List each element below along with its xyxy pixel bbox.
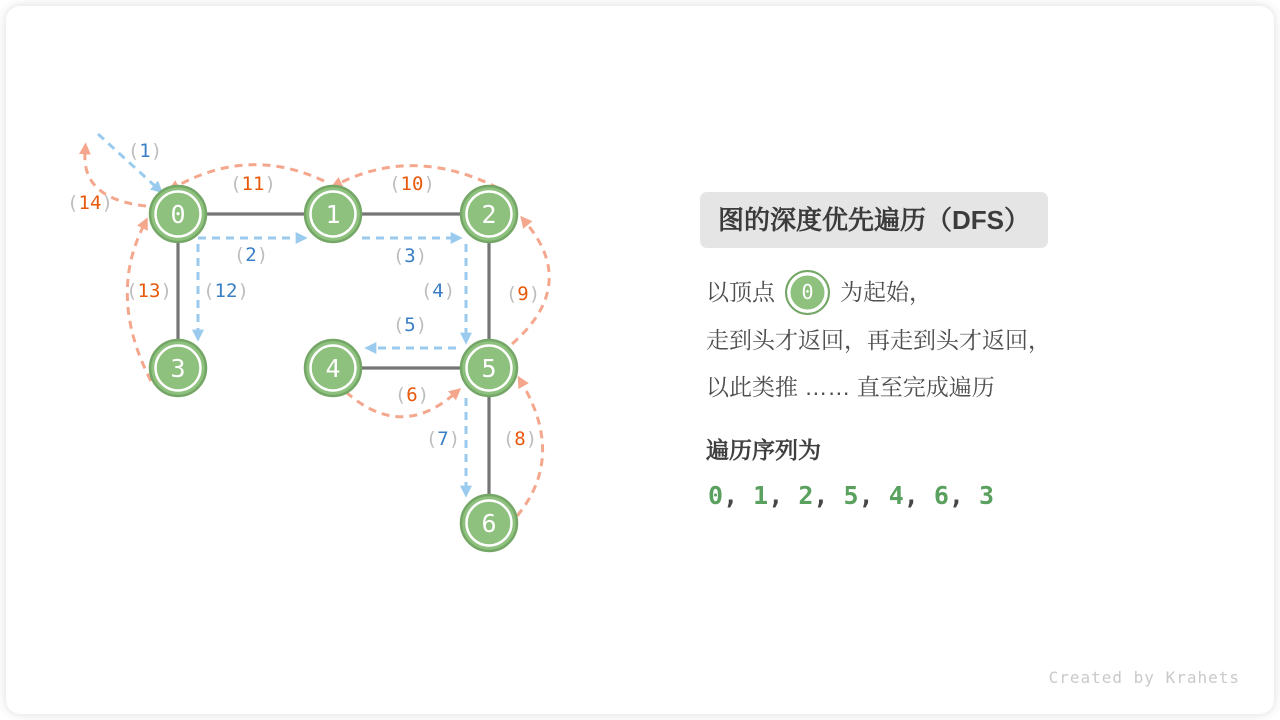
graph-node-label-4: 4 bbox=[325, 354, 341, 383]
traversal-step-label-7: (7) bbox=[425, 428, 461, 450]
traversal-step-label-14: (14) bbox=[67, 192, 113, 214]
sequence-value: 0 bbox=[708, 481, 724, 510]
traversal-step-label-13: (13) bbox=[126, 280, 172, 302]
sequence-separator: , bbox=[723, 481, 754, 510]
graph-node-0 bbox=[150, 186, 206, 242]
traversal-step-label-6: (6) bbox=[394, 384, 430, 406]
graph-node-label-0: 0 bbox=[170, 200, 186, 229]
graph-node-label-5: 5 bbox=[481, 354, 497, 383]
traversal-arrow-step-13 bbox=[127, 227, 151, 381]
sequence-separator: , bbox=[903, 481, 934, 510]
graph-node-label-3: 3 bbox=[170, 354, 186, 383]
inline-start-node-label: 0 bbox=[801, 280, 814, 304]
intro-prefix: 以顶点 bbox=[706, 279, 775, 305]
traversal-step-label-3: (3) bbox=[392, 245, 428, 267]
graph-node-6 bbox=[461, 495, 517, 551]
traversal-step-label-5: (5) bbox=[392, 314, 428, 336]
inline-start-node bbox=[785, 270, 830, 315]
sequence-value: 5 bbox=[843, 481, 859, 510]
sequence-value: 2 bbox=[798, 481, 814, 510]
traversal-step-label-8: (8) bbox=[502, 428, 538, 450]
traversal-step-label-12: (12) bbox=[203, 280, 249, 302]
sequence-separator: , bbox=[768, 481, 799, 510]
description-line-2: 走到头才返回，再走到头才返回， bbox=[706, 327, 1051, 353]
graph-node-1 bbox=[305, 186, 361, 242]
description-line-3: 以此类推 …… 直至完成遍历 bbox=[706, 374, 995, 400]
sequence-value: 6 bbox=[933, 481, 949, 510]
traversal-step-label-10: (10) bbox=[389, 173, 435, 195]
sequence-value: 4 bbox=[888, 481, 904, 510]
traversal-step-label-1: (1) bbox=[127, 140, 163, 162]
graph-node-label-2: 2 bbox=[481, 200, 497, 229]
traversal-step-label-4: (4) bbox=[420, 280, 456, 302]
traversal-sequence bbox=[700, 479, 1180, 513]
traversal-step-label-2: (2) bbox=[233, 244, 269, 266]
graph-node-2 bbox=[461, 186, 517, 242]
graph-node-5 bbox=[461, 340, 517, 396]
traversal-arrow-step-8 bbox=[517, 385, 543, 516]
sequence-heading: 遍历序列为 bbox=[706, 437, 821, 463]
graph-node-label-1: 1 bbox=[325, 200, 341, 229]
explanation-panel bbox=[700, 192, 1180, 513]
intro-line bbox=[700, 268, 1180, 317]
sequence-separator: , bbox=[858, 481, 889, 510]
sequence-separator: , bbox=[948, 481, 980, 510]
traversal-step-label-11: (11) bbox=[230, 173, 276, 195]
sequence-value: 3 bbox=[979, 481, 995, 510]
graph-node-4 bbox=[305, 340, 361, 396]
diagram-title: 图的深度优先遍历（DFS） bbox=[700, 192, 1048, 248]
sequence-value: 1 bbox=[753, 481, 769, 510]
sequence-separator: , bbox=[813, 481, 844, 510]
traversal-step-label-9: (9) bbox=[505, 283, 541, 305]
graph-node-3 bbox=[150, 340, 206, 396]
watermark-credit: Created by Krahets bbox=[1048, 668, 1240, 687]
intro-suffix: 为起始， bbox=[840, 279, 932, 305]
graph-node-label-6: 6 bbox=[481, 509, 497, 538]
